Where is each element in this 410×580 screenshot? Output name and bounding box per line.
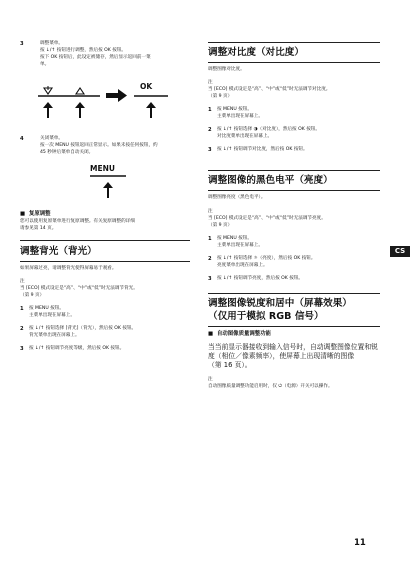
black-level-note-label: 注 <box>208 209 213 214</box>
backlight-intro: 如果屏幕过亮，请调整背光使得屏幕易于观看。 <box>20 266 117 271</box>
up-button-icon <box>76 88 84 94</box>
black-level-note-2: （第 9 页） <box>208 223 233 228</box>
backlight-note-label: 注 <box>20 279 25 284</box>
auto-adjust-bullet-icon: ■ <box>208 331 214 337</box>
sharpness-top-rule <box>208 293 380 294</box>
backlight-step-2-text: 按 ↓/↑ 按钮选择 [背光]（背光），然后按 OK 按钮。 <box>29 326 137 331</box>
language-tab: CS <box>390 246 410 257</box>
black-level-step-1-result: 主菜单出现在屏幕上。 <box>217 243 263 248</box>
menu-press-illustration <box>90 174 140 202</box>
black-level-note-1: 当 [ECO] 模式设定是“高”、“中”或“低”时无法调节亮度。 <box>208 216 326 221</box>
finger-arrow-4-icon <box>103 182 113 198</box>
backlight-step-3-number: 3 <box>20 346 24 352</box>
step-3-text-3: 单。 <box>40 62 50 67</box>
step-3-text-2: 按下 OK 按钮后，此设定被储存，然后显示返回前一菜 <box>40 55 151 60</box>
black-level-step-1-number: 1 <box>208 236 212 242</box>
backlight-bottom-rule <box>20 261 190 262</box>
sharpness-bottom-rule <box>208 326 380 327</box>
step-3-title: 调整菜单。 <box>40 41 63 46</box>
contrast-heading: 调整对比度（对比度） <box>208 47 304 58</box>
contrast-step-1-result: 主菜单出现在屏幕上。 <box>217 114 263 119</box>
black-level-step-3-text: 按 ↓/↑ 按钮调节亮度，然后按 OK 按钮。 <box>217 276 304 281</box>
auto-adjust-text-1: 当当前显示器接收到输入信号时，自动调整图像位置和锐 <box>208 343 378 351</box>
contrast-step-1-text: 按 MENU 按钮。 <box>217 107 252 112</box>
auto-adjust-note-1: 自动图像质量调整功能启用时，仅 ⏻（电源）开关可以操作。 <box>208 384 333 389</box>
contrast-step-2-result: 对比度菜单出现在屏幕上。 <box>217 134 273 139</box>
reset-text-1: 您可以使用复原菜单进行复原调整。有关复原调整的详细 <box>20 219 135 224</box>
black-level-step-2-text: 按 ↓/↑ 按钮选择 ☼（亮度），然后按 OK 按钮。 <box>217 256 316 261</box>
auto-adjust-text-2: 度（相位／像素频率），使屏幕上出现清晰的图像 <box>208 352 355 360</box>
finger-arrow-1-icon <box>43 102 53 118</box>
backlight-note-2: （第 9 页） <box>20 293 45 298</box>
contrast-note-1: 当 [ECO] 模式设定是“高”、“中”或“低”时无法调节对比度。 <box>208 87 331 92</box>
contrast-step-2-number: 2 <box>208 127 212 133</box>
menu-diagram <box>90 164 140 202</box>
backlight-step-1-number: 1 <box>20 306 24 312</box>
backlight-heading: 调整背光（背光） <box>20 246 97 257</box>
buttons-diagram <box>30 84 180 126</box>
contrast-step-3-number: 3 <box>208 147 212 153</box>
backlight-step-1-result: 主菜单出现在屏幕上。 <box>29 313 75 318</box>
reset-title: 复原调整 <box>29 211 51 217</box>
contrast-intro: 调整图像对比度。 <box>208 67 245 72</box>
down-up-ok-illustration <box>30 84 180 126</box>
black-level-step-3-number: 3 <box>208 276 212 282</box>
backlight-step-3-text: 按 ↓/↑ 按钮调节亮度等级，然后按 OK 按钮。 <box>29 346 125 351</box>
step-3-number: 3 <box>20 41 24 47</box>
auto-adjust-text-3: （第 16 页）。 <box>208 361 252 369</box>
menu-button-label: MENU <box>90 164 115 173</box>
page-number: 11 <box>354 538 366 548</box>
backlight-step-2-number: 2 <box>20 326 24 332</box>
contrast-note-label: 注 <box>208 80 213 85</box>
backlight-note-1: 当 [ECO] 模式设定是“高”、“中”或“低”时无法调节背光。 <box>20 286 138 291</box>
black-level-heading: 调整图像的黑色电平（亮度） <box>208 175 333 186</box>
black-level-top-rule <box>208 170 380 171</box>
backlight-top-rule <box>20 240 190 241</box>
step-3-text-1: 按 ↓/↑ 按钮进行调整，然后按 OK 按钮。 <box>40 48 127 53</box>
auto-adjust-title: 自动图像质量调整功能 <box>217 331 271 337</box>
sharpness-heading-line-1: 调整图像锐度和居中（屏幕效果） <box>208 298 352 309</box>
step-4-text-2: 45 秒钟后菜单自动关闭。 <box>40 150 94 155</box>
contrast-step-2-text: 按 ↓/↑ 按钮选择 ◑（对比度），然后按 OK 按钮。 <box>217 127 320 132</box>
black-level-step-1-text: 按 MENU 按钮。 <box>217 236 252 241</box>
backlight-step-2-result: 背光菜单出现在屏幕上。 <box>29 333 80 338</box>
black-level-intro: 调整图像亮度（黑色电平）。 <box>208 195 266 200</box>
black-level-step-2-number: 2 <box>208 256 212 262</box>
contrast-top-rule <box>208 42 380 43</box>
contrast-bottom-rule <box>208 62 380 63</box>
backlight-step-1-text: 按 MENU 按钮。 <box>29 306 64 311</box>
finger-arrow-2-icon <box>75 102 85 118</box>
right-arrow-icon <box>106 89 127 102</box>
black-level-bottom-rule <box>208 190 380 191</box>
finger-arrow-3-icon <box>146 102 156 118</box>
contrast-step-1-number: 1 <box>208 107 212 113</box>
step-4-number: 4 <box>20 136 24 142</box>
ok-button-label: OK <box>140 82 153 91</box>
auto-adjust-note-label: 注 <box>208 377 213 382</box>
black-level-step-2-result: 亮度菜单出现在屏幕上。 <box>217 263 268 268</box>
contrast-step-3-text: 按 ↓/↑ 按钮调节对比度，然后按 OK 按钮。 <box>217 147 308 152</box>
reset-text-2: 请参见第 14 页。 <box>20 226 57 231</box>
reset-bullet-icon: ■ <box>20 211 26 217</box>
contrast-note-2: （第 9 页） <box>208 94 233 99</box>
step-4-text-1: 按一次 MENU 按钮返回正常显示。如果未按任何按钮，约 <box>40 143 158 148</box>
down-button-icon <box>44 86 52 94</box>
sharpness-heading-line-2: （仅用于模拟 RGB 信号） <box>208 311 324 322</box>
step-4-title: 关闭菜单。 <box>40 136 63 141</box>
